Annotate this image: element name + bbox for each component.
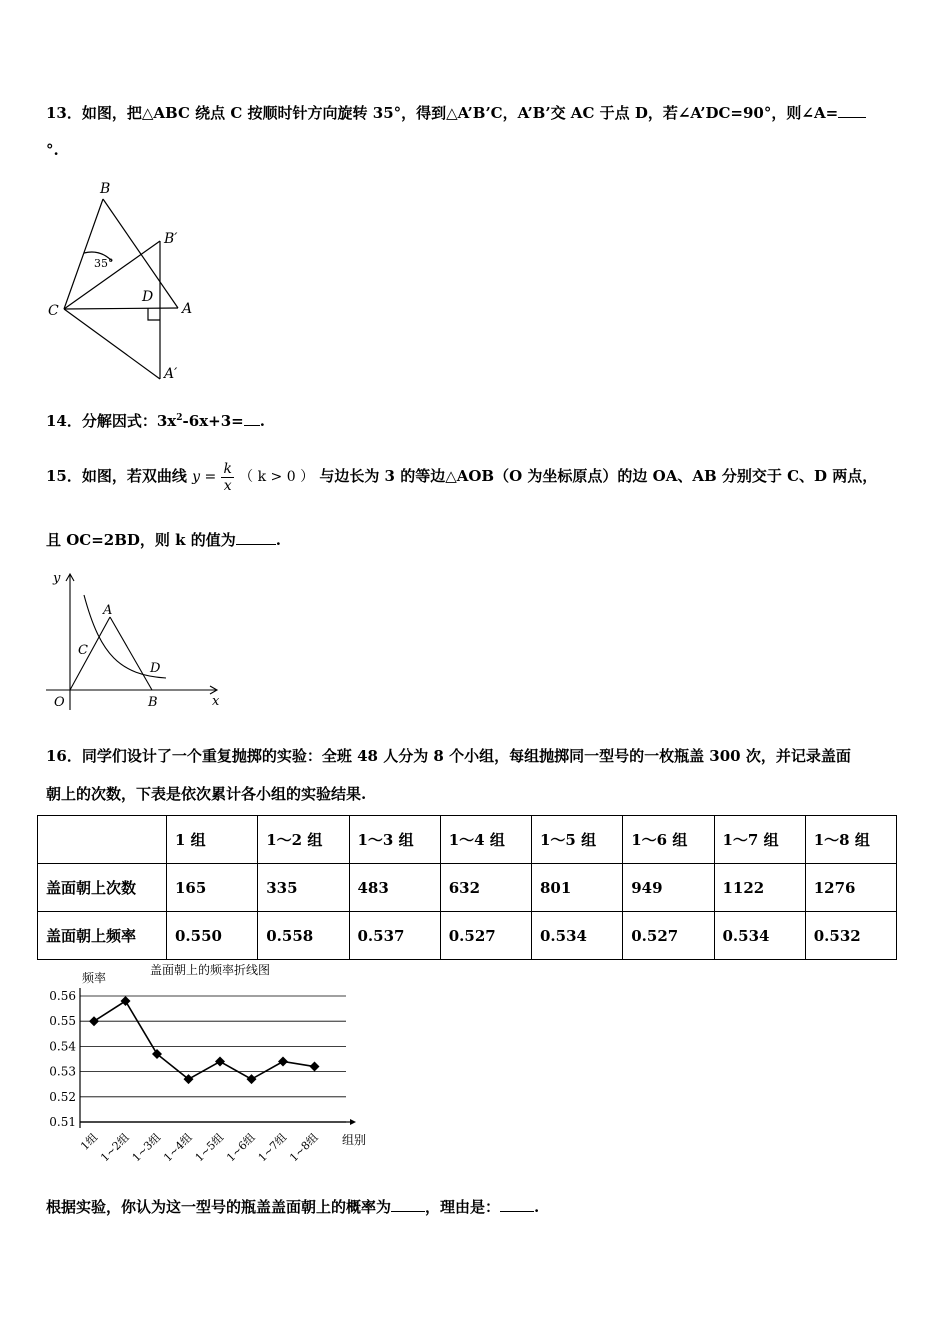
label-b: B xyxy=(100,181,111,197)
q16-probability-blank[interactable] xyxy=(391,1196,425,1212)
y-tick-label: 0.54 xyxy=(49,1039,76,1054)
q16-final-prefix: 根据实验，你认为这一型号的瓶盖盖面朝上的概率为 xyxy=(46,1198,392,1216)
q15-answer-blank[interactable] xyxy=(236,529,276,545)
edge-ba xyxy=(103,199,178,308)
table-cell: 0.534 xyxy=(532,912,623,960)
q13-text: 13．如图，把△ABC 绕点 C 按顺时针方向旋转 35°，得到△A’B’C，A’B’交 AC 于点 D，若∠A’DC=90°，则∠A= xyxy=(46,104,839,122)
q15-frac-den: x xyxy=(223,477,232,494)
y-tick-label: 0.55 xyxy=(49,1014,76,1029)
x-axis-arrow xyxy=(350,1119,356,1125)
label-b-prime: B′ xyxy=(164,231,178,247)
q16-final-end: . xyxy=(534,1198,540,1216)
table-cell: 801 xyxy=(532,864,623,912)
data-point xyxy=(215,1057,225,1067)
x-tick-label: 1~4组 xyxy=(161,1130,195,1165)
q16-reason-blank[interactable] xyxy=(500,1196,534,1212)
table-header-cell: 1～6 组 xyxy=(623,816,714,864)
y-tick-label: 0.52 xyxy=(49,1089,76,1104)
q15-formula-y: y = xyxy=(192,469,217,485)
edge-oa xyxy=(70,617,110,690)
table-cell: 335 xyxy=(258,864,349,912)
q15-line2 xyxy=(46,529,281,550)
table-cell: 165 xyxy=(167,864,258,912)
q16-final-line xyxy=(46,1196,539,1217)
frequency-line-chart xyxy=(38,962,388,1180)
table-header-cell: 1～7 组 xyxy=(714,816,805,864)
label-y: y xyxy=(53,571,61,586)
table-row xyxy=(38,864,897,912)
label-x: x xyxy=(212,694,220,709)
table-cell: 0.527 xyxy=(623,912,714,960)
y-tick-label: 0.56 xyxy=(49,989,76,1003)
x-tick-label: 1组 xyxy=(78,1130,101,1153)
x-tick-label: 1~7组 xyxy=(255,1130,290,1165)
q15-condition: （ k > 0 ） xyxy=(239,469,315,485)
chart-xlabel: 组别 xyxy=(342,1133,367,1147)
data-point xyxy=(89,1016,99,1026)
label-c: C xyxy=(78,643,88,658)
label-a-prime: A′ xyxy=(164,366,178,382)
edge-cb xyxy=(64,199,103,309)
q14-exponent: 2 xyxy=(176,413,183,423)
table-cell: 盖面朝上频率 xyxy=(38,912,167,960)
table-cell: 949 xyxy=(623,864,714,912)
q15-frac-num: k xyxy=(223,460,232,477)
table-header-cell: 1～5 组 xyxy=(532,816,623,864)
data-point xyxy=(310,1062,320,1072)
data-point xyxy=(121,996,131,1006)
q13-answer-blank[interactable] xyxy=(838,102,866,118)
q16-line2: 朝上的次数，下表是依次累计各小组的实验结果. xyxy=(46,785,367,803)
x-tick-label: 1~2组 xyxy=(98,1130,132,1165)
q13-line2: °. xyxy=(46,141,59,159)
q16-line1: 16．同学们设计了一个重复抛掷的实验：全班 48 人分为 8 个小组，每组抛掷同一型号的一枚瓶盖 300 次，并记录盖面 xyxy=(46,747,851,765)
q14-answer-blank[interactable] xyxy=(244,410,260,426)
q15-line2-end: . xyxy=(275,531,281,549)
label-a: A xyxy=(103,603,113,618)
table-header-cell: 1～3 组 xyxy=(349,816,440,864)
table-cell: 483 xyxy=(349,864,440,912)
right-angle-mark xyxy=(148,308,160,320)
chart-title: 盖面朝上的频率折线图 xyxy=(150,963,271,977)
table-cell: 0.558 xyxy=(258,912,349,960)
table-row xyxy=(38,912,897,960)
y-tick-label: 0.53 xyxy=(49,1064,76,1079)
table-header-cell: 1 组 xyxy=(167,816,258,864)
results-table xyxy=(37,815,897,960)
q14-prefix: 14．分解因式：3x xyxy=(46,412,177,430)
chart-ylabel: 频率 xyxy=(82,971,107,985)
q14-end: . xyxy=(259,412,265,430)
q14-line xyxy=(46,408,265,431)
table-header-row xyxy=(38,816,897,864)
x-tick-label: 1~6组 xyxy=(224,1130,258,1165)
q13-figure xyxy=(40,175,210,390)
label-angle: 35° xyxy=(94,257,114,270)
q15-figure xyxy=(40,565,230,715)
table-header-cell xyxy=(38,816,167,864)
table-cell: 盖面朝上次数 xyxy=(38,864,167,912)
label-b: B xyxy=(148,695,158,710)
edge-c-aprime xyxy=(64,309,160,379)
q13-line1 xyxy=(46,102,866,123)
table-cell: 0.532 xyxy=(805,912,896,960)
label-d: D xyxy=(150,661,161,676)
table-cell: 0.537 xyxy=(349,912,440,960)
y-tick-label: 0.51 xyxy=(49,1115,76,1129)
table-header-cell: 1～2 组 xyxy=(258,816,349,864)
table-cell: 0.550 xyxy=(167,912,258,960)
table-cell: 1276 xyxy=(805,864,896,912)
edge-ab xyxy=(110,617,152,690)
table-header-cell: 1～4 组 xyxy=(440,816,531,864)
q15-line2-prefix: 且 OC=2BD，则 k 的值为 xyxy=(46,531,236,549)
q15-fraction xyxy=(221,461,233,494)
label-d: D xyxy=(142,289,154,305)
label-a: A xyxy=(182,301,193,317)
q14-suffix: -6x+3= xyxy=(182,412,244,430)
table-cell: 0.527 xyxy=(440,912,531,960)
x-tick-label: 1~5组 xyxy=(192,1130,227,1165)
series-line xyxy=(94,1001,315,1079)
table-cell: 1122 xyxy=(714,864,805,912)
data-point xyxy=(247,1074,257,1084)
label-c: C xyxy=(48,303,59,319)
table-header-cell: 1～8 组 xyxy=(805,816,896,864)
q15-suffix: 与边长为 3 的等边△AOB（O 为坐标原点）的边 OA、AB 分别交于 C、D 两点， xyxy=(319,467,878,485)
x-tick-label: 1~3组 xyxy=(129,1130,164,1165)
q15-prefix: 15．如图，若双曲线 xyxy=(46,467,187,485)
label-o: O xyxy=(54,695,65,710)
table-cell: 0.534 xyxy=(714,912,805,960)
q15-line1 xyxy=(46,448,877,505)
x-tick-label: 1~8组 xyxy=(287,1130,321,1165)
data-point xyxy=(278,1057,288,1067)
table-cell: 632 xyxy=(440,864,531,912)
q16-final-mid: ，理由是： xyxy=(425,1198,501,1216)
edge-ca xyxy=(64,308,178,309)
